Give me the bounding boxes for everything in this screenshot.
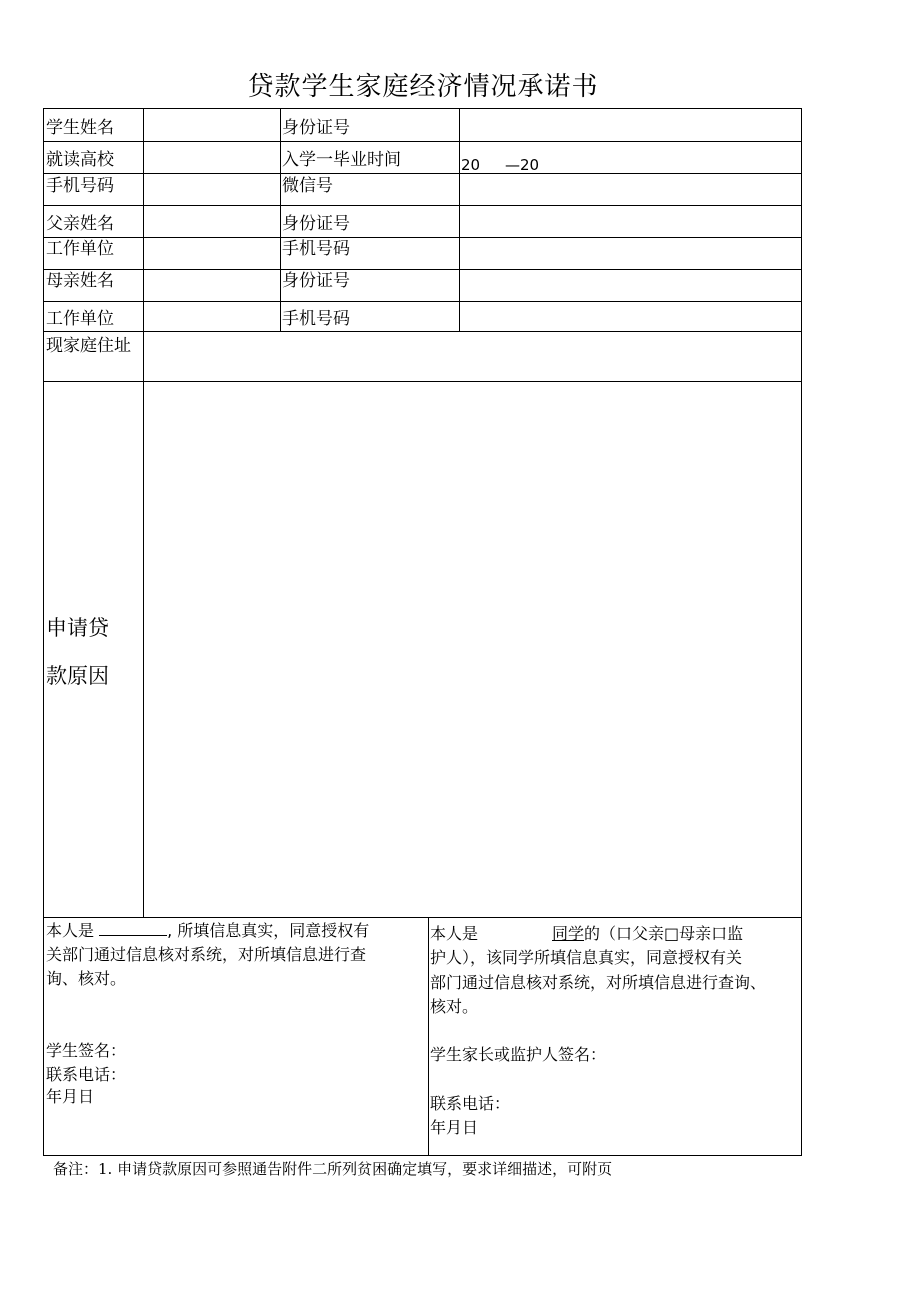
father-phone-label: 手机号码 (282, 239, 350, 259)
row-divider (44, 141, 801, 142)
student-pledge-line3: 询、核对。 (46, 969, 127, 988)
phone-label: 手机号码 (46, 176, 114, 196)
row-divider (44, 237, 801, 238)
student-pledge-suffix: , 所填信息真实，同意授权有 (167, 921, 370, 940)
row-divider (44, 205, 801, 206)
parent-pledge-line2: 护人），该同学所填信息真实，同意授权有关 (430, 948, 743, 967)
parent-date-label: 年月日 (430, 1118, 479, 1137)
student-pledge-line2: 关部门通过信息核对系统，对所填信息进行查 (46, 945, 367, 964)
student-name-blank (99, 921, 167, 936)
student-id-label: 身份证号 (282, 118, 350, 138)
row-divider (44, 917, 801, 918)
parent-pledge-prefix: 本人是 (430, 924, 479, 943)
column-divider (428, 917, 429, 1155)
row-divider (44, 381, 801, 382)
parent-pledge-line1 (430, 922, 743, 946)
parent-signature-label: 学生家长或监护人签名： (430, 1045, 607, 1064)
row-divider (44, 331, 801, 332)
reason-label-line1: 申请贷 (46, 616, 109, 640)
parent-pledge-line3: 部门通过信息核对系统，对所填信息进行查询、 (430, 973, 767, 992)
address-label: 现家庭住址 (46, 336, 131, 356)
mother-id-label: 身份证号 (282, 271, 350, 291)
parent-pledge-relation: 的（口父亲□母亲口监 (584, 924, 744, 943)
mother-name-label: 母亲姓名 (46, 271, 114, 291)
reason-label-line2: 款原因 (46, 664, 109, 688)
father-work-label: 工作单位 (46, 239, 114, 259)
parent-pledge-classmate: 同学 (552, 924, 585, 943)
wechat-label: 微信号 (282, 176, 333, 196)
row-divider (44, 301, 801, 302)
enroll-year-prefix: 20 (461, 156, 481, 174)
column-divider (459, 109, 460, 331)
footnote: 备注：1. 申请贷款原因可参照通告附件二所列贫困确定填写，要求详细描述，可附页 (53, 1160, 613, 1178)
student-signature-label: 学生签名： (46, 1041, 127, 1060)
student-name-label: 学生姓名 (46, 118, 114, 138)
column-divider (143, 109, 144, 917)
column-divider (280, 109, 281, 331)
pledge-form-table (43, 108, 802, 1156)
parent-pledge-line4: 核对。 (430, 997, 479, 1016)
student-pledge-line1 (46, 919, 369, 943)
student-date-label: 年月日 (46, 1087, 95, 1106)
student-pledge-prefix: 本人是 (46, 921, 95, 940)
father-id-label: 身份证号 (282, 214, 350, 234)
mother-work-label: 工作单位 (46, 309, 114, 329)
student-phone-label: 联系电话： (46, 1065, 127, 1084)
graduate-year-prefix: —20 (505, 156, 540, 174)
row-divider (44, 173, 801, 174)
document-title: 贷款学生家庭经济情况承诺书 (247, 72, 599, 102)
parent-phone-label: 联系电话： (430, 1094, 511, 1113)
father-name-label: 父亲姓名 (46, 214, 114, 234)
mother-phone-label: 手机号码 (282, 309, 350, 329)
enroll-graduate-label: 入学一毕业时间 (282, 150, 401, 170)
row-divider (44, 269, 801, 270)
school-label: 就读高校 (46, 150, 114, 170)
